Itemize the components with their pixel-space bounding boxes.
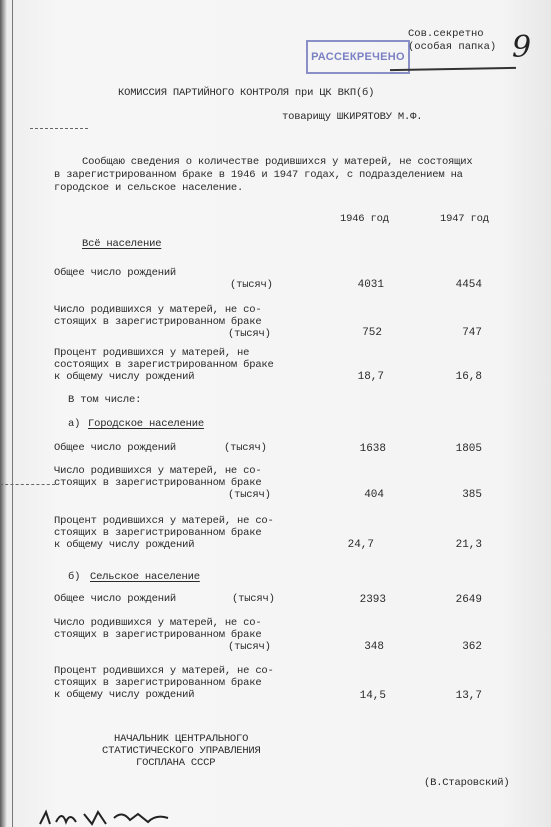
urban-unmarried-1947: 385 [462, 489, 482, 501]
left-edge-fold [12, 0, 13, 827]
rural-pct-1947: 13,7 [455, 690, 482, 702]
all-unmarried-1947: 747 [462, 327, 482, 339]
urban-total-1946: 1638 [359, 443, 386, 455]
including-label: В том числе: [68, 394, 142, 406]
rural-total-label: Общее число рождений [54, 593, 177, 605]
section-all-population: Всё население [82, 238, 162, 250]
section-rural-population: Сельское население [90, 571, 200, 583]
urban-pct-label-2: стоящих в зарегистрированном браке [54, 527, 262, 539]
rural-pct-1946: 14,5 [359, 690, 386, 702]
rural-unmarried-1946: 348 [364, 641, 384, 653]
rural-total-1946: 2393 [359, 594, 386, 606]
rural-unmarried-label-1: Число родившихся у матерей, не со- [54, 617, 262, 629]
all-pct-label-2: состоящих в зарегистрированном браке [54, 359, 274, 371]
margin-dash-top [30, 128, 88, 130]
rural-total-unit: (тысяч) [232, 593, 275, 605]
declassified-stamp: РАССЕКРЕЧЕНО [306, 40, 410, 74]
column-header-1947: 1947 год [440, 213, 489, 225]
classification-line-1: Сов.секретно [408, 28, 484, 40]
classification-line-2: (особая папка) [408, 41, 497, 53]
urban-total-unit: (тысяч) [224, 442, 267, 454]
all-total-1947: 4454 [455, 279, 482, 291]
all-total-1946: 4031 [357, 279, 384, 291]
urban-unmarried-label-2: стоящих в зарегистрированном браке [54, 477, 262, 489]
column-header-1946: 1946 год [340, 213, 389, 225]
rural-total-1947: 2649 [455, 594, 482, 606]
signatory-name: (В.Старовский) [424, 777, 510, 789]
commission-header: КОМИССИЯ ПАРТИЙНОГО КОНТРОЛЯ при ЦК ВКП(б) [118, 87, 375, 99]
all-total-label: Общее число рождений [54, 267, 177, 279]
urban-unmarried-1946: 404 [364, 489, 384, 501]
rural-pct-label-3: к общему числу рождений [54, 689, 195, 701]
intro-line-3: городское и сельское население. [54, 182, 244, 194]
classification-mark [408, 28, 508, 54]
handwritten-scribble [36, 806, 176, 827]
rural-pct-label-1: Процент родившихся у матерей, не со- [54, 665, 274, 677]
margin-dash-middle [0, 484, 55, 486]
urban-unmarried-unit: (тысяч) [228, 489, 271, 501]
rural-unmarried-unit: (тысяч) [228, 641, 271, 653]
all-pct-1946: 18,7 [357, 371, 384, 383]
all-total-unit: (тысяч) [230, 279, 273, 291]
all-pct-label-3: к общему числу рождений [54, 371, 195, 383]
urban-total-label: Общее число рождений [54, 442, 177, 454]
urban-prefix: а) [68, 418, 81, 430]
all-unmarried-1946: 752 [362, 327, 382, 339]
signatory-title-1: НАЧАЛЬНИК ЦЕНТРАЛЬНОГО [114, 733, 249, 745]
rural-pct-label-2: стоящих в зарегистрированном браке [54, 677, 262, 689]
intro-line-2: в зарегистрированном браке в 1946 и 1947 годах, с подразделением на [54, 169, 463, 181]
all-pct-label-1: Процент родившихся у матерей, не [54, 347, 250, 359]
section-urban-population: Городское население [88, 418, 204, 430]
all-unmarried-label-2: стоящих в зарегистрированном браке [54, 316, 262, 328]
signatory-title-2: СТАТИСТИЧЕСКОГО УПРАВЛЕНИЯ [102, 745, 261, 757]
all-unmarried-unit: (тысяч) [228, 328, 271, 340]
handwritten-page-number: 9 [512, 30, 532, 65]
urban-pct-1947: 21,3 [455, 539, 482, 551]
addressee: товарищу ШКИРЯТОВУ М.Ф. [282, 111, 423, 123]
urban-pct-label-3: к общему числу рождений [54, 539, 195, 551]
rural-unmarried-1947: 362 [462, 641, 482, 653]
signatory-title-3: ГОСПЛАНА СССР [136, 757, 216, 769]
intro-line-1: Сообщаю сведения о количестве родившихся у матерей, не состоящих [82, 156, 473, 168]
rural-unmarried-label-2: стоящих в зарегистрированном браке [54, 629, 262, 641]
all-pct-1947: 16,8 [455, 371, 482, 383]
urban-pct-label-1: Процент родившихся у матерей, не со- [54, 515, 274, 527]
urban-total-1947: 1805 [455, 443, 482, 455]
all-unmarried-label-1: Число родившихся у матерей, не со- [54, 304, 262, 316]
urban-pct-1946: 24,7 [347, 539, 374, 551]
urban-unmarried-label-1: Число родившихся у матерей, не со- [54, 465, 262, 477]
rural-prefix: б) [68, 571, 81, 583]
